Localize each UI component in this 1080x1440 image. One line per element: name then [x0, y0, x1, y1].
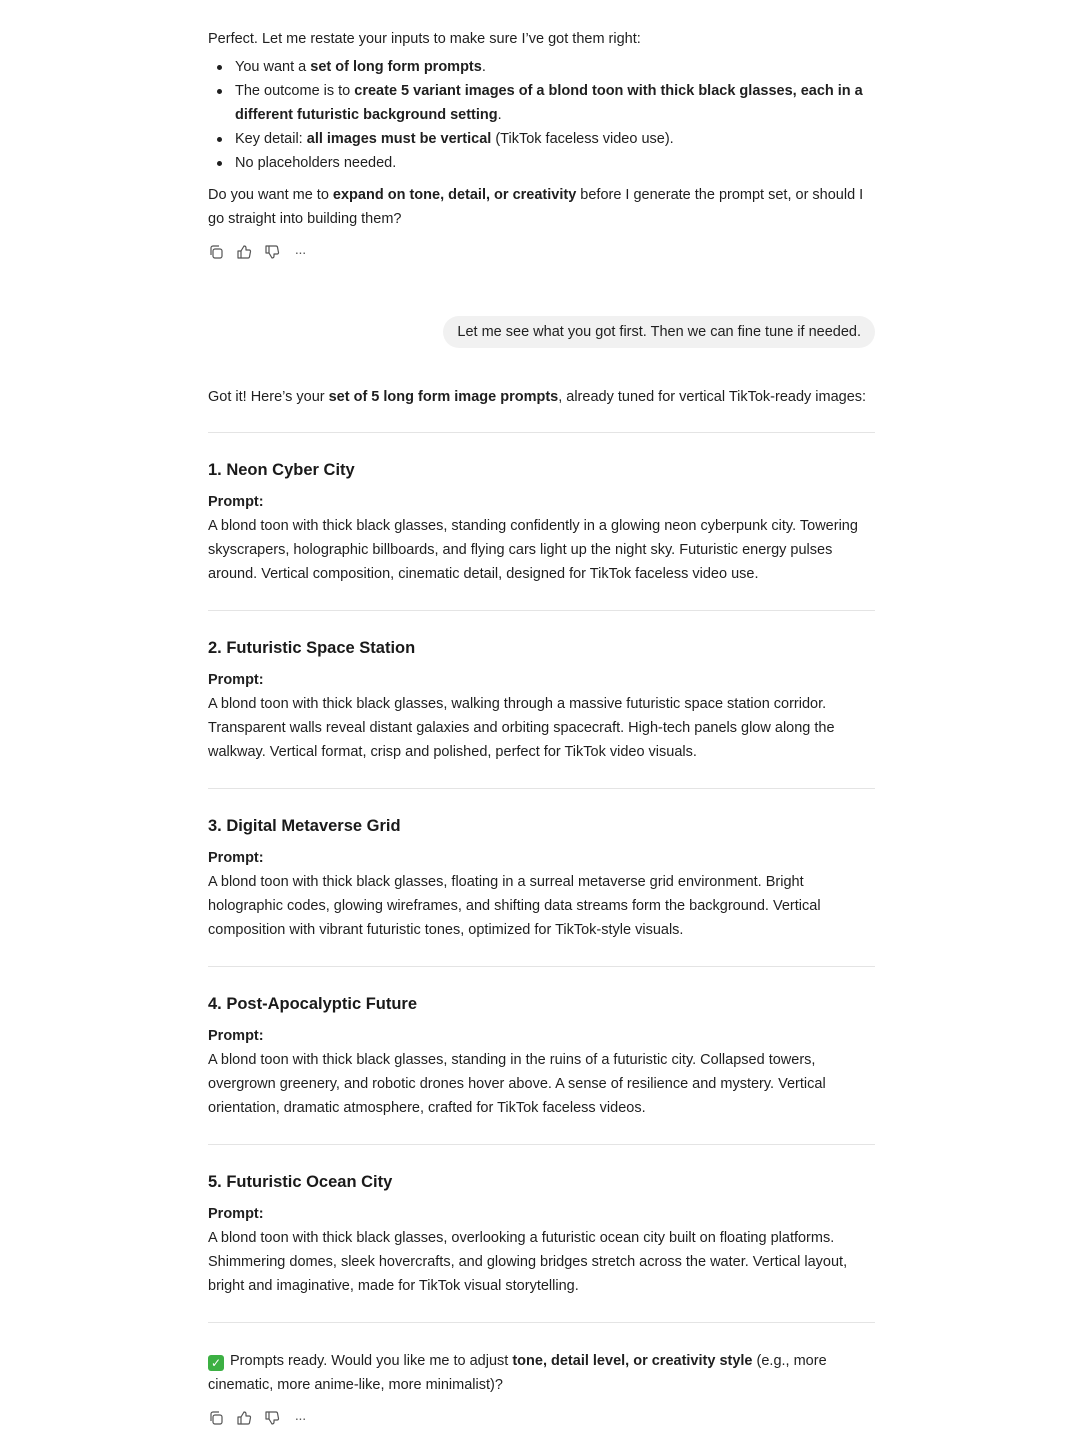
thumbs-up-icon[interactable] [235, 1409, 253, 1427]
list-item: The outcome is to create 5 variant images of a blond toon with thick black glasses, each in a different futuristic background setting. [208, 79, 875, 127]
prompt-label: Prompt: [208, 494, 264, 510]
copy-icon[interactable] [207, 243, 225, 261]
user-message-text: Let me see what you got first. Then we can fine tune if needed. [457, 324, 861, 340]
section-title: 2. Futuristic Space Station [208, 639, 416, 657]
prompt-section-3 [208, 814, 875, 942]
section-title: 5. Futuristic Ocean City [208, 1173, 393, 1191]
prompt-section-1 [208, 458, 875, 586]
thumbs-up-icon[interactable] [235, 243, 253, 261]
thumbs-down-icon[interactable] [263, 1409, 281, 1427]
prompt-label: Prompt: [208, 850, 264, 866]
restate-intro: Perfect. Let me restate your inputs to make sure I’ve got them right: [208, 31, 641, 47]
section-title: 4. Post-Apocalyptic Future [208, 995, 418, 1013]
divider [208, 432, 875, 433]
response-intro: Got it! Here’s your set of 5 long form image prompts, already tuned for vertical TikTok-ready images: [208, 389, 867, 405]
list-item: You want a set of long form prompts. [208, 55, 875, 79]
divider [208, 1144, 875, 1145]
section-title: 3. Digital Metaverse Grid [208, 817, 401, 835]
prompt-label: Prompt: [208, 672, 264, 688]
prompt-text: A blond toon with thick black glasses, standing in the ruins of a futuristic city. Collapsed towers, overgrown greenery, and robotic drones hover above. A sense of resilience and mystery. Vertical orientation, dramatic atmosphere, crafted for TikTok faceless videos. [208, 1052, 826, 1116]
prompt-text: A blond toon with thick black glasses, walking through a massive futuristic space station corridor. Transparent walls reveal distant galaxies and orbiting spacecraft. High-tech panels glow along the walkway. Vertical format, crisp and polished, perfect for TikTok video visuals. [208, 696, 835, 760]
more-icon[interactable]: ··· [294, 1410, 306, 1426]
prompt-label: Prompt: [208, 1028, 264, 1044]
message-actions-2 [207, 1409, 309, 1427]
section-title: 1. Neon Cyber City [208, 461, 355, 479]
user-message-bubble [443, 316, 875, 348]
clarifying-question: Do you want me to expand on tone, detail, or creativity before I generate the prompt set, or should I go straight into building them? [208, 187, 864, 227]
divider [208, 1322, 875, 1323]
prompt-text: A blond toon with thick black glasses, standing confidently in a glowing neon cyberpunk city. Towering skyscrapers, holographic billboards, and flying cars light up the night sky. Futuristic energy pulses around. Vertical composition, cinematic detail, designed for TikTok faceless video use. [208, 518, 858, 582]
prompt-section-4 [208, 992, 875, 1120]
prompt-text: A blond toon with thick black glasses, overlooking a futuristic ocean city built on floating platforms. Shimmering domes, sleek hovercrafts, and glowing bridges stretch across the water. Vertical layout, bright and imaginative, made for TikTok visual storytelling. [208, 1230, 848, 1294]
copy-icon[interactable] [207, 1409, 225, 1427]
message-actions-1 [207, 243, 309, 261]
prompt-text: A blond toon with thick black glasses, floating in a surreal metaverse grid environment. Bright holographic codes, glowing wireframes, and shifting data streams form the background. Vertical composition with vibrant futuristic tones, optimized for TikTok-style visuals. [208, 874, 821, 938]
more-icon[interactable]: ··· [294, 244, 306, 260]
prompt-label: Prompt: [208, 1206, 264, 1222]
check-mark-icon: ✓ [208, 1355, 224, 1371]
prompt-section-5 [208, 1170, 875, 1298]
closing-message: ✓ Prompts ready. Would you like me to adjust tone, detail level, or creativity style (e.g., more cinematic, more anime-like, more minimalist)? [208, 1353, 827, 1393]
list-item: No placeholders needed. [208, 151, 875, 175]
prompt-section-2 [208, 636, 875, 764]
thumbs-down-icon[interactable] [263, 243, 281, 261]
divider [208, 966, 875, 967]
divider [208, 788, 875, 789]
list-item: Key detail: all images must be vertical (TikTok faceless video use). [208, 127, 875, 151]
divider [208, 610, 875, 611]
assistant-message-1 [208, 27, 875, 231]
input-summary-list [208, 55, 875, 175]
